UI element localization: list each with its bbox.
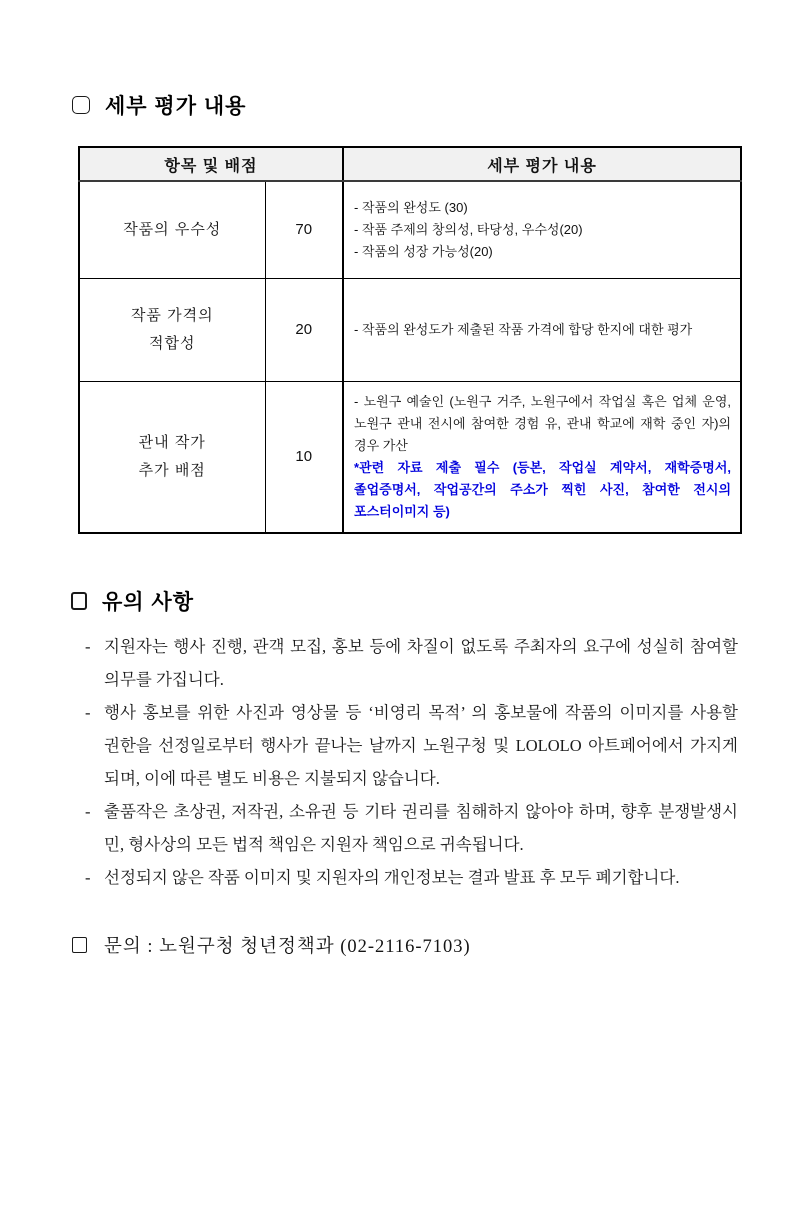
table-row-price-fit: [79, 278, 741, 381]
contact-text: 문의 : 노원구청 청년정책과 (02-2116-7103): [104, 936, 471, 957]
row1-detail-cell: [343, 181, 741, 278]
square-bullet-icon: [71, 592, 87, 610]
square-bullet-icon: [72, 96, 90, 114]
row2-score-cell: 20: [265, 278, 343, 381]
dash-bullet: -: [85, 801, 91, 821]
table-header-row: [79, 147, 741, 181]
row2-item-label-line1: 작품 가격의: [130, 306, 214, 324]
notice-item-text: 지원자는 행사 진행, 관객 모집, 홍보 등에 차질이 없도록 주최자의 요구에 성실히 참여할 의무를 가집니다.: [104, 636, 738, 689]
section-heading-notice: [71, 586, 793, 616]
row3-item-label-line2: 추가 배점: [138, 461, 206, 479]
row3-item-cell: [79, 381, 265, 533]
row3-detail-paragraph: - 노원구 예술인 (노원구 거주, 노원구에서 작업실 혹은 업체 운영, 노원구 관내 전시에 참여한 경험 유, 관내 학교에 재학 중인 자)의 경우 가산: [354, 393, 732, 453]
notice-item-text: 출품작은 초상권, 저작권, 소유권 등 기타 권리를 침해하지 않아야 하며, 향후 분쟁발생시 민, 형사상의 모든 법적 책임은 지원자 책임으로 귀속됩니다.: [104, 801, 738, 854]
notice-item-text: 선정되지 않은 작품 이미지 및 지원자의 개인정보는 결과 발표 후 모두 폐기합니다.: [104, 867, 680, 887]
row3-score-cell: 10: [265, 381, 343, 533]
table-row-local-artist-bonus: [79, 381, 741, 533]
notice-item: [85, 861, 738, 894]
row1-detail-line: - 작품 주제의 창의성, 타당성, 우수성(20): [354, 221, 583, 237]
row2-detail-line: - 작품의 완성도가 제출된 작품 가격에 합당 한지에 대한 평가: [354, 321, 693, 337]
row1-detail-line: - 작품의 성장 가능성(20): [354, 243, 493, 259]
dash-bullet: -: [85, 867, 91, 887]
section-heading-evaluation: [72, 90, 793, 120]
row1-detail-line: - 작품의 완성도 (30): [354, 199, 468, 215]
evaluation-table: [78, 146, 742, 534]
table-row-excellence: [79, 181, 741, 278]
notice-item: [85, 696, 738, 795]
notice-item: [85, 795, 738, 861]
row2-item-cell: [79, 278, 265, 381]
notice-item: [85, 630, 738, 696]
notice-item-text: 행사 홍보를 위한 사진과 영상물 등 ‘비영리 목적’ 의 홍보물에 작품의 이미지를 사용할 권한을 선정일로부터 행사가 끝나는 날까지 노원구청 및 LOLOLO 아트페어에서 가지게 되며, 이에 따른 별도 비용은 지불되지 않습니다.: [104, 702, 738, 788]
table-header-item-points: 항목 및 배점: [79, 147, 343, 181]
contact-line: [72, 932, 793, 958]
notice-list: [85, 630, 738, 894]
row3-item-label-line1: 관내 작가: [138, 433, 206, 451]
row2-item-label-line2: 적합성: [149, 334, 196, 352]
row1-item-label: 작품의 우수성: [123, 220, 222, 238]
row1-item-cell: [79, 181, 265, 278]
row2-detail-cell: [343, 278, 741, 381]
table-header-detail: 세부 평가 내용: [343, 147, 741, 181]
section-title-evaluation: 세부 평가 내용: [105, 95, 247, 118]
section-title-notice: 유의 사항: [102, 590, 194, 614]
document-page: [0, 90, 793, 1211]
row3-required-documents-note: *관련 자료 제출 필수 (등본, 작업실 계약서, 재학증명서, 졸업증명서, 작업공간의 주소가 찍힌 사진, 참여한 전시의 포스터이미지 등): [354, 459, 732, 519]
row1-score-cell: 70: [265, 181, 343, 278]
dash-bullet: -: [85, 636, 91, 656]
row3-detail-cell: [343, 381, 741, 533]
dash-bullet: -: [85, 702, 91, 722]
square-bullet-icon: [72, 937, 87, 953]
